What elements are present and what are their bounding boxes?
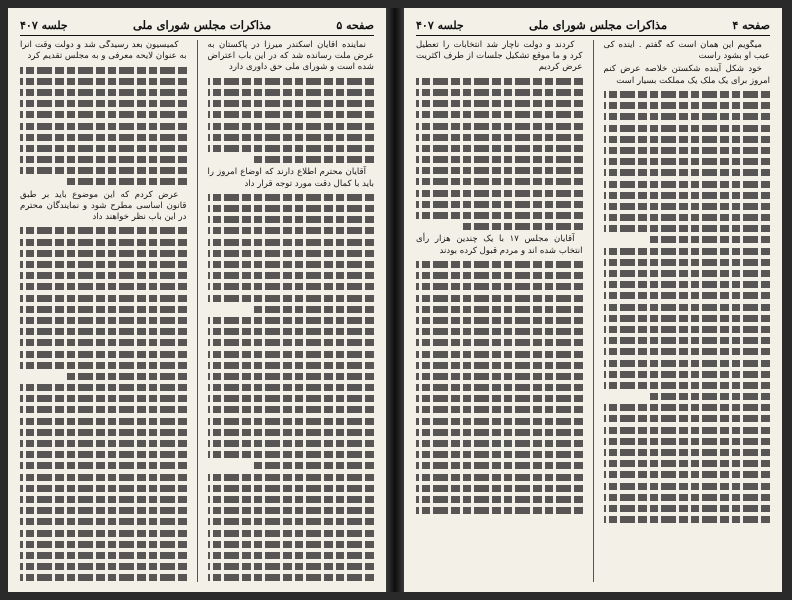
text-line: [416, 429, 583, 436]
text-line: [208, 123, 375, 130]
text-line: [604, 214, 771, 221]
text-line: [20, 418, 187, 425]
column-divider: [593, 40, 594, 582]
text-line: [208, 111, 375, 118]
text-line: [208, 496, 375, 503]
text-line: [604, 102, 771, 109]
text-line: [604, 371, 771, 378]
text-line: [208, 145, 375, 152]
text-line: [254, 156, 374, 163]
text-line: [650, 393, 770, 400]
text-line: [416, 395, 583, 402]
text-line: [416, 406, 583, 413]
paragraph: خود شکل آینده شکستن خلاصه عرض کنم امروز برای یک ملک یک مملکت بسیار است: [603, 64, 770, 86]
text-line: [604, 181, 771, 188]
text-line: [416, 167, 583, 174]
paragraph: نماینده آقایان اسکندر میرزا در پاکستان به عرض ملت رسانده شد که در این باب اعتراض شده است و شورای ملی حق داوری دارد: [207, 40, 374, 73]
text-line: [416, 272, 583, 279]
text-line: [208, 216, 375, 223]
text-line: [416, 328, 583, 335]
text-line: [208, 362, 375, 369]
text-line: [650, 236, 770, 243]
text-line: [20, 496, 187, 503]
text-line: [208, 328, 375, 335]
text-line: [604, 91, 771, 98]
text-line: [20, 306, 187, 313]
text-line: [20, 507, 187, 514]
text-line: [208, 205, 375, 212]
paragraph: آقایان محترم اطلاع دارند که اوضاع امروز را باید با کمال دقت مورد توجه قرار داد: [207, 167, 374, 189]
text-line: [416, 212, 583, 219]
text-line: [604, 203, 771, 210]
right-page: [404, 8, 782, 592]
left-page-number: صفحه ۵: [336, 18, 374, 32]
text-line: [208, 574, 375, 581]
text-line: [208, 418, 375, 425]
text-line: [604, 147, 771, 154]
text-line: [20, 395, 187, 402]
text-line: [208, 552, 375, 559]
text-line: [604, 471, 771, 478]
text-line: [20, 563, 187, 570]
paragraph: میگویم این همان است که گفتم . آینده کی عیب او بشود راست: [603, 40, 770, 62]
text-line: [20, 462, 187, 469]
text-line: [416, 123, 583, 130]
text-line: [20, 384, 187, 391]
text-line: [416, 111, 583, 118]
text-line: [208, 317, 375, 324]
text-line: [208, 373, 375, 380]
left-page-right-column: [208, 40, 375, 582]
text-line: [20, 67, 187, 74]
text-line: [416, 178, 583, 185]
text-line: [20, 295, 187, 302]
text-line: [20, 552, 187, 559]
text-line: [208, 384, 375, 391]
text-line: [604, 326, 771, 333]
text-line: [20, 485, 187, 492]
paragraph: عرض کردم که این موضوع باید بر طبق قانون اساسی مطرح شود و نمایندگان محترم در این باب نظر خواهند داد: [20, 189, 187, 223]
text-line: [604, 404, 771, 411]
left-page: [8, 8, 386, 592]
text-line: [208, 283, 375, 290]
text-line: [604, 270, 771, 277]
text-line: [20, 283, 187, 290]
text-line: [208, 239, 375, 246]
text-line: [604, 136, 771, 143]
right-page-columns: [416, 40, 770, 582]
text-line: [208, 451, 375, 458]
text-line: [416, 440, 583, 447]
text-line: [20, 227, 187, 234]
text-line: [416, 190, 583, 197]
text-line: [416, 78, 583, 85]
paragraph: آقایان مجلس ۱۷ با یک چندین هزار رأی انتخاب شده اند و مردم قبول کرده بودند: [416, 234, 583, 256]
left-journal-title: مذاکرات مجلس شورای ملی: [132, 18, 272, 32]
right-session-number: جلسه ۴۰۷: [416, 18, 464, 32]
text-line: [416, 418, 583, 425]
text-line: [604, 337, 771, 344]
text-line: [208, 485, 375, 492]
text-line: [20, 440, 187, 447]
text-line: [20, 78, 187, 85]
text-line: [604, 113, 771, 120]
text-line: [20, 541, 187, 548]
text-line: [604, 281, 771, 288]
text-line: [208, 541, 375, 548]
text-line: [208, 395, 375, 402]
text-line: [416, 474, 583, 481]
text-line: [208, 227, 375, 234]
text-line: [604, 259, 771, 266]
right-page-right-column: [604, 40, 771, 582]
text-line: [604, 494, 771, 501]
text-line: [20, 518, 187, 525]
text-line: [416, 317, 583, 324]
text-line: [416, 462, 583, 469]
text-line: [416, 89, 583, 96]
text-line: [604, 505, 771, 512]
text-line: [416, 261, 583, 268]
text-line: [416, 306, 583, 313]
text-line: [20, 272, 187, 279]
text-line: [67, 373, 187, 380]
paragraph: کردند و دولت ناچار شد انتخابات را تعطیل کرد و ما موقع تشکیل جلسات از طرف اکثریت عرض کردیم: [416, 40, 583, 73]
text-line: [208, 134, 375, 141]
text-line: [604, 427, 771, 434]
text-line: [208, 194, 375, 201]
text-line: [604, 382, 771, 389]
column-divider: [197, 40, 198, 582]
text-line: [604, 315, 771, 322]
text-line: [20, 239, 187, 246]
text-line: [604, 415, 771, 422]
text-line: [208, 518, 375, 525]
left-page-header: [20, 18, 374, 36]
text-line: [20, 250, 187, 257]
text-line: [208, 100, 375, 107]
text-line: [416, 384, 583, 391]
text-line: [604, 158, 771, 165]
text-line: [20, 317, 187, 324]
text-line: [416, 451, 583, 458]
text-line: [208, 351, 375, 358]
text-line: [604, 225, 771, 232]
text-line: [604, 460, 771, 467]
text-line: [20, 351, 187, 358]
right-page-number: صفحه ۴: [732, 18, 770, 32]
text-line: [604, 125, 771, 132]
left-page-left-column: [20, 40, 187, 582]
text-line: [208, 261, 375, 268]
text-line: [416, 295, 583, 302]
text-line: [20, 134, 187, 141]
text-line: [604, 248, 771, 255]
text-line: [208, 89, 375, 96]
text-line: [463, 223, 583, 230]
text-line: [20, 89, 187, 96]
text-line: [208, 429, 375, 436]
text-line: [20, 111, 187, 118]
text-line: [416, 339, 583, 346]
text-line: [254, 462, 374, 469]
right-page-header: [416, 18, 770, 36]
text-line: [20, 362, 187, 369]
text-line: [208, 530, 375, 537]
text-line: [416, 485, 583, 492]
text-line: [208, 78, 375, 85]
text-line: [208, 507, 375, 514]
text-line: [604, 292, 771, 299]
text-line: [416, 201, 583, 208]
text-line: [604, 516, 771, 523]
text-line: [604, 304, 771, 311]
text-line: [67, 178, 187, 185]
left-page-columns: [20, 40, 374, 582]
text-line: [416, 496, 583, 503]
text-line: [208, 406, 375, 413]
text-line: [416, 362, 583, 369]
text-line: [208, 474, 375, 481]
text-line: [20, 429, 187, 436]
text-line: [20, 145, 187, 152]
text-line: [604, 449, 771, 456]
text-line: [416, 145, 583, 152]
text-line: [416, 507, 583, 514]
text-line: [20, 100, 187, 107]
text-line: [604, 438, 771, 445]
text-line: [208, 339, 375, 346]
text-line: [416, 373, 583, 380]
text-line: [20, 574, 187, 581]
text-line: [254, 306, 374, 313]
text-line: [20, 451, 187, 458]
text-line: [208, 563, 375, 570]
text-line: [604, 169, 771, 176]
text-line: [604, 483, 771, 490]
text-line: [416, 134, 583, 141]
paragraph: کمیسیون بعد رسیدگی شد و دولت وقت آنرا به عنوان لایحه معرفی و به مجلس تقدیم کرد: [20, 40, 187, 62]
text-line: [20, 156, 187, 163]
text-line: [20, 339, 187, 346]
text-line: [20, 167, 187, 174]
text-line: [208, 250, 375, 257]
text-line: [20, 474, 187, 481]
text-line: [20, 261, 187, 268]
text-line: [20, 328, 187, 335]
text-line: [208, 272, 375, 279]
right-journal-title: مذاکرات مجلس شورای ملی: [528, 18, 668, 32]
text-line: [416, 351, 583, 358]
book-gutter: [386, 8, 404, 592]
text-line: [20, 406, 187, 413]
right-page-left-column: [416, 40, 583, 582]
text-line: [20, 123, 187, 130]
text-line: [416, 283, 583, 290]
left-session-number: جلسه ۴۰۷: [20, 18, 68, 32]
text-line: [208, 440, 375, 447]
text-line: [416, 156, 583, 163]
text-line: [416, 100, 583, 107]
text-line: [208, 295, 375, 302]
text-line: [604, 348, 771, 355]
text-line: [604, 360, 771, 367]
text-line: [20, 530, 187, 537]
text-line: [604, 192, 771, 199]
